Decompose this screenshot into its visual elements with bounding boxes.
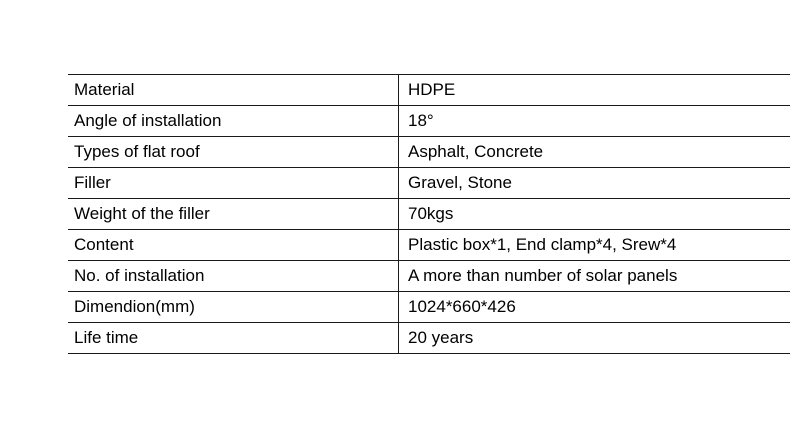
table-row [68, 292, 790, 323]
row-value: 20 years [399, 323, 791, 354]
table-row [68, 75, 790, 106]
row-label: Types of flat roof [68, 137, 399, 168]
row-value: A more than number of solar panels [399, 261, 791, 292]
row-value: 1024*660*426 [399, 292, 791, 323]
row-label: Life time [68, 323, 399, 354]
row-value: HDPE [399, 75, 791, 106]
table-row [68, 168, 790, 199]
row-value: 70kgs [399, 199, 791, 230]
row-label: No. of installation [68, 261, 399, 292]
row-label: Content [68, 230, 399, 261]
row-label: Filler [68, 168, 399, 199]
row-value: Asphalt, Concrete [399, 137, 791, 168]
table-row [68, 106, 790, 137]
row-label: Material [68, 75, 399, 106]
row-label: Dimendion(mm) [68, 292, 399, 323]
table-row [68, 199, 790, 230]
row-value: 18° [399, 106, 791, 137]
specification-table [68, 74, 790, 354]
row-label: Weight of the filler [68, 199, 399, 230]
row-value: Gravel, Stone [399, 168, 791, 199]
table-row [68, 137, 790, 168]
table-row [68, 323, 790, 354]
table-body [68, 75, 790, 354]
table-row [68, 230, 790, 261]
row-value: Plastic box*1, End clamp*4, Srew*4 [399, 230, 791, 261]
table-row [68, 261, 790, 292]
row-label: Angle of installation [68, 106, 399, 137]
